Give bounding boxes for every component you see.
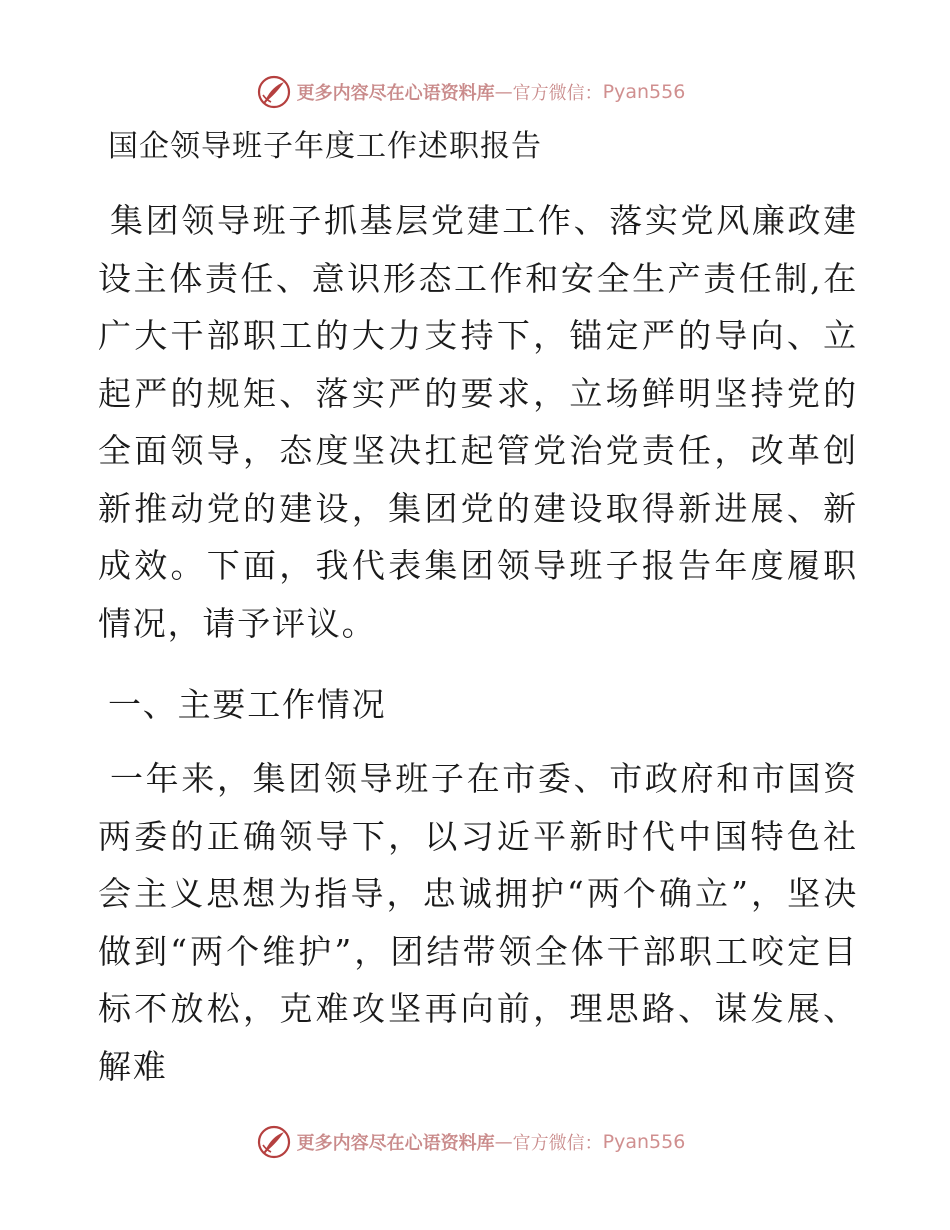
watermark-site-text: 更多内容尽在心语资料库: [296, 83, 495, 104]
watermark-label: 官方微信：: [512, 83, 603, 104]
watermark-site-text: 更多内容尽在心语资料库: [296, 1133, 495, 1154]
quill-logo-icon: [257, 1125, 291, 1159]
watermark-separator: —: [494, 1131, 513, 1153]
watermark-wechat-id: Pyan556: [602, 81, 686, 103]
watermark-wechat-id: Pyan556: [602, 1131, 686, 1153]
section-paragraph: 一年来，集团领导班子在市委、市政府和市国资两委的正确领导下，以习近平新时代中国特色社会主义思想为指导，忠诚拥护“两个确立”，坚决做到“两个维护”，团结带领全体干部职工咬定目标不放松，克难攻坚再向前，理思路、谋发展、解难: [98, 759, 858, 1086]
watermark-separator: —: [494, 81, 513, 103]
document-title: 国企领导班子年度工作述职报告: [108, 129, 542, 164]
watermark-label: 官方微信：: [512, 1133, 603, 1154]
footer-watermark: [0, 1122, 950, 1162]
intro-paragraph: 集团领导班子抓基层党建工作、落实党风廉政建设主体责任、意识形态工作和安全生产责任制,在广大干部职工的大力支持下，锚定严的导向、立起严的规矩、落实严的要求，立场鲜明坚持党的全面领导，态度坚决扛起管党治党责任，改革创新推动党的建设，集团党的建设取得新进展、新成效。下面，我代表集团领导班子报告年度履职情况，请予评议。: [98, 201, 858, 643]
section-heading: 一、主要工作情况: [108, 685, 387, 724]
header-watermark: [0, 72, 950, 112]
quill-logo-icon: [257, 75, 291, 109]
